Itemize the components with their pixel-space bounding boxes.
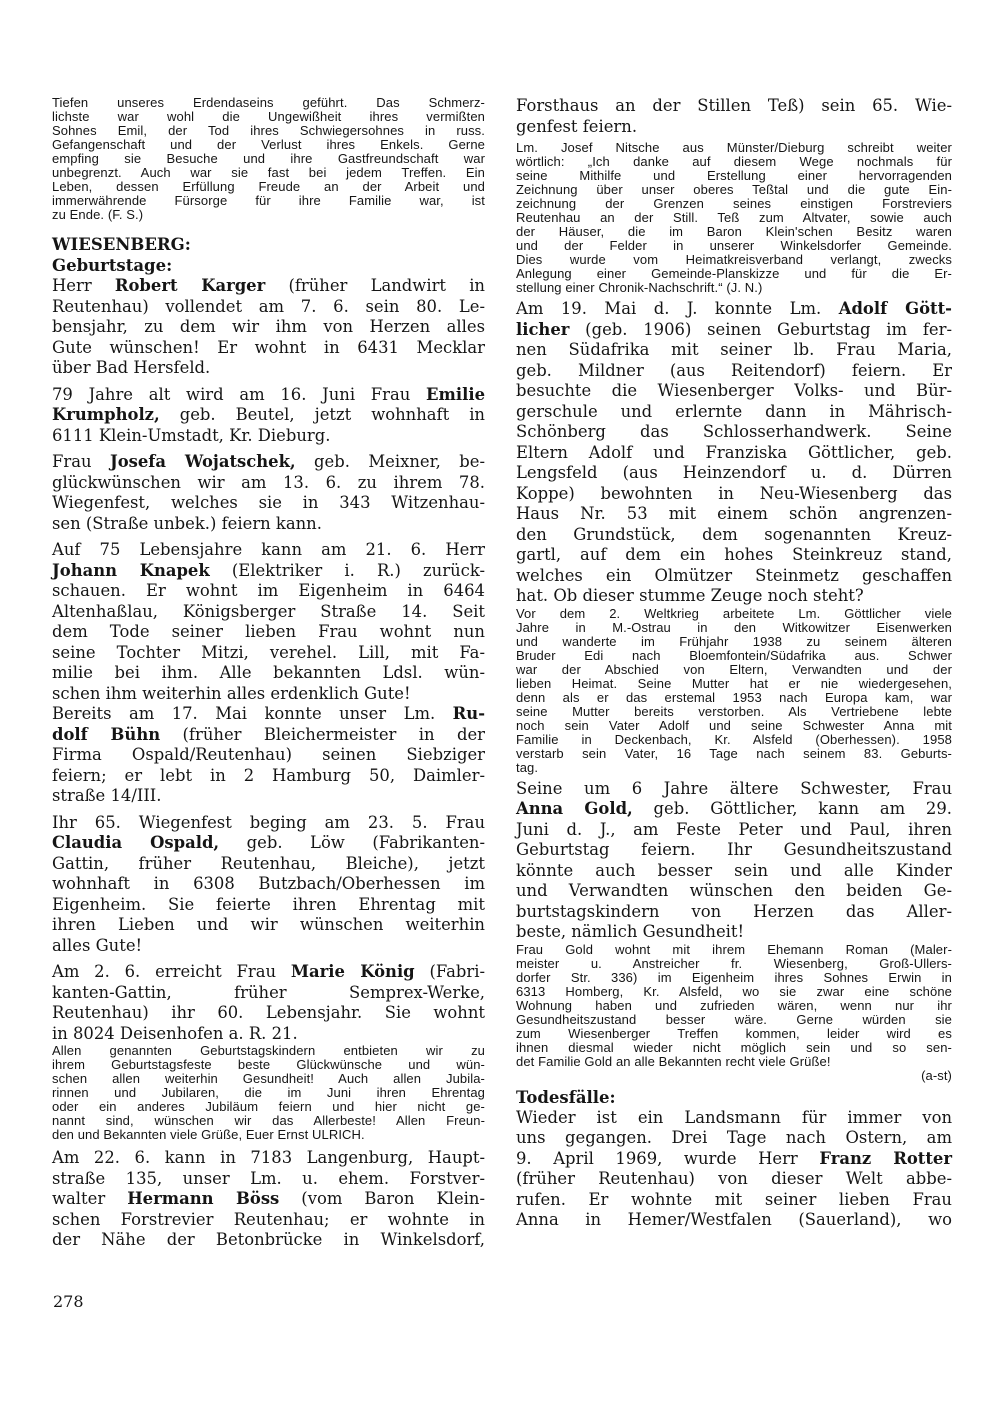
- text-line: [52, 1114, 485, 1128]
- article-paragraph: [52, 1148, 485, 1251]
- article-paragraph: [52, 452, 485, 534]
- text-line: [52, 833, 485, 854]
- text-run: besuchte die Wiesenberger Volks- und Bür-: [516, 381, 952, 400]
- text-run: Frau Gold wohnt mit ihrem Ehemann Roman (Maler-: [516, 941, 952, 957]
- text-line: [52, 405, 485, 426]
- text-line: [52, 786, 485, 807]
- text-run: empfing sie Besuche und ihre Gastfreundschaft war: [52, 151, 485, 166]
- text-run: Allen genannten Geburtstagskindern entbieten wir zu: [52, 1043, 485, 1058]
- text-line: [516, 211, 952, 225]
- text-line: [52, 561, 485, 582]
- text-run: bensjahr, zu dem wir ihm von Herzen alles: [52, 317, 485, 336]
- text-run: dorfer Str. 336) im Eigenheim ihres Sohnes Erwin in: [516, 969, 952, 985]
- person-name: Franz Rotter: [819, 1148, 952, 1168]
- text-line: [516, 239, 952, 253]
- text-run: Anlegung einer Gemeinde-Planskizze und für die Er-: [516, 266, 952, 281]
- text-line: [52, 152, 485, 166]
- text-line: [516, 253, 952, 267]
- text-run: lichste war wohl die Ungewißheit ihres vermißten: [52, 109, 485, 124]
- text-line: [52, 110, 485, 124]
- section-heading: [52, 255, 485, 276]
- text-run: den und Bekannten viele Grüße, Euer Ernst ULRICH.: [52, 1127, 365, 1142]
- article-paragraph: [52, 962, 485, 1044]
- text-run: Tiefen unseres Erdendaseins geführt. Das Schmerz-: [52, 95, 485, 110]
- text-run: tag.: [516, 759, 539, 775]
- text-run: wohnhaft in 6308 Butzbach/Oberhessen im: [52, 874, 485, 893]
- article-paragraph: [516, 96, 952, 137]
- text-line: [52, 1058, 485, 1072]
- note-paragraph: [52, 96, 485, 222]
- text-run: Am 2. 6. erreicht Frau: [52, 962, 291, 981]
- text-run: geb. Göttlicher, kann am 29.: [632, 799, 952, 818]
- text-line: [52, 514, 485, 535]
- text-run: Haus Nr. 53 mit einem schön angrenzen-: [516, 504, 952, 523]
- text-line: [516, 504, 952, 525]
- text-run: und wanderte im Frühjahr 1938 zu seinem älteren: [516, 633, 952, 649]
- text-run: schen allen weiterhin Gesundheit! Auch allen Jubila-: [52, 1071, 485, 1086]
- article-paragraph: [52, 385, 485, 447]
- text-run: den Grundstück, dem sogenannten Kreuz-: [516, 524, 952, 544]
- text-run: ihrem Geburtstagsfeste beste Glückwünsche und wün-: [52, 1057, 485, 1072]
- person-name: licher: [516, 319, 570, 339]
- text-line: [52, 602, 485, 623]
- text-line: [52, 1148, 485, 1169]
- text-run: und der Felder in unserer Winkelsdorfer Gemeinde.: [516, 238, 952, 253]
- text-run: Geburtstage:: [52, 256, 173, 275]
- text-line: [52, 255, 485, 276]
- right-column: [516, 96, 952, 1231]
- text-run: nannt sind, wünschen wir das Allerbeste! Allen Freun-: [52, 1113, 485, 1128]
- text-line: [52, 915, 485, 936]
- section-heading: [52, 234, 485, 255]
- text-line: [516, 443, 952, 464]
- text-run: nen Südafrika mit seiner lb. Frau Maria,: [516, 340, 952, 359]
- text-run: straße 135, unser Lm. u. ehem. Forstver-: [52, 1168, 485, 1188]
- text-run: Auf 75 Lebensjahre kann am 21. 6. Herr: [52, 540, 485, 559]
- person-name: Josefa Wojatschek,: [109, 452, 296, 471]
- text-line: [516, 922, 952, 943]
- text-line: [52, 1169, 485, 1190]
- text-line: [516, 155, 952, 169]
- text-run: ihnen diesmal wieder nicht möglich sein und so sen-: [516, 1039, 952, 1055]
- note-paragraph: [516, 607, 952, 775]
- text-run: Schönberg das Schlosserhandwerk. Seine: [516, 422, 952, 441]
- page-number: 278: [53, 1292, 84, 1311]
- text-run: oder ein anderes Jubiläum feiern und hier nicht ge-: [52, 1099, 485, 1114]
- text-line: [516, 820, 952, 841]
- text-run: walter: [52, 1189, 128, 1208]
- text-line: [52, 166, 485, 180]
- text-line: [516, 799, 952, 820]
- text-run: denn als er das erstemal 1953 nach Europa kam, war: [516, 689, 952, 705]
- text-run: Zeichnung über unser oberes Teßtal und die gute Ein-: [516, 182, 952, 197]
- text-line: [52, 1003, 485, 1024]
- text-line: [516, 96, 952, 117]
- text-run: genfest feiern.: [516, 116, 638, 136]
- text-run: in 8024 Deisenhofen a. R. 21.: [52, 1023, 298, 1043]
- text-line: [516, 422, 952, 443]
- text-line: [516, 484, 952, 505]
- text-run: noch sein Vater Adolf und seine Schwester Anna mit: [516, 717, 952, 733]
- text-line: [516, 705, 952, 719]
- text-line: [52, 1128, 485, 1142]
- text-line: [516, 663, 952, 677]
- text-run: Reutenhau an der Still. Teß zum Altvater, sowie auch: [516, 210, 952, 225]
- text-line: [516, 902, 952, 923]
- text-run: Am 19. Mai d. J. konnte Lm.: [516, 299, 839, 318]
- text-line: [516, 299, 952, 320]
- text-run: Reutenhau) ihr 60. Lebensjahr. Sie wohnt: [52, 1003, 485, 1022]
- text-run: der Häuser, die im Baron Klein'schen Besitz waren: [516, 224, 952, 239]
- text-run: (früher Landwirt in: [265, 276, 485, 295]
- article-paragraph: [516, 1108, 952, 1231]
- person-name: Emilie: [426, 384, 485, 404]
- author-signature: (a-st): [921, 1067, 952, 1083]
- text-run: dem Tode seiner lieben Frau wohnt nun: [52, 622, 485, 641]
- text-run: (früher Reutenhau) von dieser Welt abbe-: [516, 1169, 952, 1188]
- text-run: seine Tochter Mitzi, verehel. Lill, mit Fa-: [52, 642, 485, 662]
- text-run: straße 14/III.: [52, 786, 162, 805]
- text-run: 6313 Homberg, Kr. Alsfeld, wo sie zwar eine schöne: [516, 983, 952, 999]
- text-run: (früher Bleichermeister in der: [160, 724, 485, 744]
- text-line: [516, 761, 952, 775]
- text-line: [52, 1072, 485, 1086]
- text-run: zum Wiesenberger Treffen kommen, leider wird es: [516, 1025, 952, 1041]
- text-line: [52, 581, 485, 602]
- text-run: gerschule und erlernte dann in Mährisch-: [516, 401, 952, 421]
- person-name: Johann Knapek: [52, 560, 210, 580]
- text-line: [52, 317, 485, 338]
- text-run: (Elektriker i. R.) zurück-: [209, 560, 485, 580]
- text-line: [52, 452, 485, 473]
- text-run: Lengsfeld (aus Heinzendorf u. d. Dürren: [516, 463, 952, 482]
- person-name: dolf Bühn: [52, 724, 161, 744]
- text-run: burtstagskindern von Herzen das Aller-: [516, 901, 952, 921]
- person-name: Claudia Ospald,: [52, 833, 220, 852]
- text-line: [516, 117, 952, 138]
- text-line: [516, 566, 952, 587]
- text-run: Bruder Edi nach Bloemfontein/Südafrika aus. Schwer: [516, 647, 952, 663]
- text-line: [52, 1100, 485, 1114]
- text-line: [516, 1210, 952, 1231]
- text-run: über Bad Hersfeld.: [52, 358, 211, 377]
- text-line: [516, 197, 952, 211]
- text-run: (geb. 1906) seinen Geburtstag im fer-: [569, 319, 952, 339]
- text-line: [516, 747, 952, 761]
- text-run: immerwährende Fürsorge für ihre Familie war, ist: [52, 193, 485, 208]
- text-run: zu Ende. (F. S.): [52, 207, 144, 222]
- text-line: [516, 1108, 952, 1129]
- text-line: [516, 141, 952, 155]
- text-run: schen Forstrevier Reutenhau; er wohnte in: [52, 1209, 485, 1229]
- text-run: Todesfälle:: [516, 1087, 616, 1107]
- note-paragraph: [516, 943, 952, 1083]
- text-line: [516, 1149, 952, 1170]
- article-paragraph: [52, 276, 485, 379]
- person-name: Robert Karger: [114, 276, 266, 295]
- text-line: [52, 1210, 485, 1231]
- text-line: [516, 985, 952, 999]
- text-line: [516, 463, 952, 484]
- text-run: alles Gute!: [52, 935, 143, 955]
- text-run: kanten-Gattin, früher Semprex-Werke,: [52, 982, 485, 1002]
- text-run: Firma Ospald/Reutenhau) seinen Siebziger: [52, 745, 485, 764]
- text-line: [516, 840, 952, 861]
- text-run: welches ein Olmützer Steinmetz geschaffen: [516, 565, 952, 585]
- text-run: Eigenheim. Sie feierte ihren Ehrentag mit: [52, 894, 485, 914]
- text-line: [516, 225, 952, 239]
- text-run: 6111 Klein-Umstadt, Kr. Dieburg.: [52, 425, 331, 445]
- text-line: [52, 208, 485, 222]
- text-line: [52, 766, 485, 787]
- text-line: [516, 586, 952, 607]
- text-run: Juni d. J., am Feste Peter und Paul, ihren: [516, 819, 952, 839]
- text-run: Koppe) bewohnten in Neu-Wiesenberg das: [516, 483, 952, 503]
- text-run: Gesundheitszustand besser wäre. Gerne würden sie: [516, 1011, 952, 1027]
- text-run: schen ihm weiterhin alles erdenklich Gute!: [52, 683, 411, 703]
- article-paragraph: [52, 540, 485, 704]
- text-line: [516, 1027, 952, 1041]
- text-line: [52, 745, 485, 766]
- text-line: [52, 1044, 485, 1058]
- text-line: [52, 813, 485, 834]
- left-column: [52, 96, 485, 1251]
- text-run: Familie in Deckenbach, Kr. Alsfeld (Oberhessen). 1958: [516, 731, 952, 747]
- note-paragraph: [516, 141, 952, 295]
- text-line: [52, 473, 485, 494]
- text-line: [516, 635, 952, 649]
- text-run: Gattin, früher Reutenhau, Bleiche), jetzt: [52, 853, 485, 873]
- text-line: [516, 861, 952, 882]
- text-line: [52, 124, 485, 138]
- text-run: geb. Mildner (aus Reitendorf) feiern. Er: [516, 360, 952, 380]
- text-line: [52, 704, 485, 725]
- text-run: Wohnung haben und zufrieden wären, wenn nur ihr: [516, 997, 952, 1013]
- text-run: und Verwandten wünschen den beiden Ge-: [516, 881, 952, 900]
- text-line: [52, 297, 485, 318]
- text-run: rinnen und Jubilaren, die im Juni ihren Ehrentag: [52, 1085, 485, 1100]
- text-line: [516, 621, 952, 635]
- text-run: seine Mutter bereits verstorben. Als Vertriebene lebte: [516, 703, 952, 719]
- text-line: [52, 1024, 485, 1045]
- text-line: [52, 643, 485, 664]
- text-run: beste, nämlich Gesundheit!: [516, 922, 745, 941]
- text-run: 79 Jahre alt wird am 16. Juni Frau: [52, 384, 427, 404]
- text-line: [516, 691, 952, 705]
- text-line: [52, 854, 485, 875]
- text-run: Reutenhau) vollendet am 7. 6. sein 80. Le-: [52, 296, 485, 316]
- person-name: Krumpholz,: [52, 405, 160, 424]
- note-paragraph: [52, 1044, 485, 1142]
- text-line: [52, 338, 485, 359]
- article-paragraph: [52, 813, 485, 957]
- article-paragraph: [516, 299, 952, 607]
- text-line: [52, 622, 485, 643]
- text-line: [516, 402, 952, 423]
- text-run: geb. Beutel, jetzt wohnhaft in: [159, 405, 485, 424]
- text-line: [516, 1041, 952, 1055]
- text-line: [516, 971, 952, 985]
- text-line: [52, 194, 485, 208]
- person-name: Hermann Böss: [127, 1189, 280, 1208]
- text-line: [52, 962, 485, 983]
- text-run: sen (Straße unbek.) feiern kann.: [52, 513, 322, 533]
- text-run: Altenhaßlau, Königsberger Straße 14. Seit: [52, 601, 485, 621]
- text-run: Seine um 6 Jahre ältere Schwester, Frau: [516, 778, 952, 798]
- text-run: WIESENBERG:: [52, 235, 191, 254]
- text-run: Frau: [52, 452, 110, 471]
- text-line: [52, 663, 485, 684]
- text-line: [52, 426, 485, 447]
- text-run: (Fabri-: [414, 962, 485, 981]
- text-line: [52, 540, 485, 561]
- text-run: der Nähe der Betonbrücke in Winkelsdorf,: [52, 1230, 485, 1249]
- text-line: [516, 1013, 952, 1027]
- text-line: [516, 1087, 952, 1108]
- text-line: [52, 96, 485, 110]
- text-line: [516, 183, 952, 197]
- text-line: [516, 1190, 952, 1211]
- text-run: geb. Löw (Fabrikanten-: [219, 833, 485, 852]
- text-run: det Familie Gold an alle Bekannten recht viele Grüße!: [516, 1053, 831, 1069]
- text-line: [516, 169, 952, 183]
- text-line: [52, 234, 485, 255]
- text-run: Bereits am 17. Mai konnte unser Lm.: [52, 704, 453, 723]
- text-run: Gefangenschaft und der Verlust ihres Enkels. Gerne: [52, 137, 485, 152]
- text-line: [52, 874, 485, 895]
- text-run: 9. April 1969, wurde Herr: [516, 1148, 820, 1168]
- text-run: schauen. Er wohnt im Eigenheim in 6464: [52, 581, 485, 600]
- text-line: [516, 340, 952, 361]
- text-run: uns gegangen. Drei Tage nach Ostern, am: [516, 1128, 952, 1147]
- text-run: war der Abschied von Eltern, Verwandten und der: [516, 661, 952, 677]
- text-line: [52, 276, 485, 297]
- text-run: stellung einer Chronik-Nachschrift.“ (J. N.): [516, 280, 763, 295]
- text-line: [52, 983, 485, 1004]
- text-line: [516, 607, 952, 621]
- text-line: [516, 267, 952, 281]
- text-run: Dies wurde vom Heimatkreisverband verlangt, zwecks: [516, 252, 952, 267]
- text-run: gartl, auf dem ein hohes Steinkreuz stand,: [516, 545, 952, 564]
- text-run: Herr: [52, 276, 115, 295]
- text-run: Lm. Josef Nitsche aus Münster/Dieburg schreibt weiter: [516, 140, 952, 155]
- text-line: [52, 385, 485, 406]
- text-run: (vom Baron Klein-: [279, 1189, 486, 1208]
- text-line: [52, 138, 485, 152]
- text-line: [516, 719, 952, 733]
- text-run: Geburtstag feiern. Ihr Gesundheitszustand: [516, 840, 952, 859]
- person-name: Ru-: [452, 704, 485, 723]
- text-run: Anna in Hemer/Westfalen (Sauerland), wo: [516, 1210, 952, 1229]
- article-paragraph: [516, 779, 952, 943]
- text-run: Am 22. 6. kann in 7183 Langenburg, Haupt-: [52, 1148, 485, 1167]
- text-run: verstarb sein Vater, 16 Tage nach seinem 83. Geburts-: [516, 745, 952, 761]
- text-run: hat. Ob dieser stumme Zeuge noch steht?: [516, 586, 864, 605]
- person-name: Marie König: [290, 962, 415, 981]
- section-heading: [516, 1087, 952, 1108]
- text-run: könnte auch besser sein und alle Kinder: [516, 860, 952, 880]
- text-line: [52, 1086, 485, 1100]
- text-run: Wiegenfest, welches sie in 343 Witzenhau-: [52, 493, 485, 512]
- text-run: meister u. Anstreicher fr. Wiesenberg, Groß-Ullers-: [516, 955, 952, 971]
- text-line: [516, 320, 952, 341]
- text-line: [516, 779, 952, 800]
- text-run: Sohnes Emil, der Tod ihres Schwiegersohnes in russ.: [52, 123, 485, 138]
- text-line: [516, 545, 952, 566]
- text-line: [516, 1055, 952, 1069]
- text-line: [516, 999, 952, 1013]
- text-run: Vor dem 2. Weltkrieg arbeitete Lm. Göttlicher viele: [516, 605, 952, 621]
- text-line: [52, 936, 485, 957]
- text-line: [516, 943, 952, 957]
- text-line: [52, 358, 485, 379]
- text-line: [516, 525, 952, 546]
- text-line: [516, 957, 952, 971]
- text-run: lieben Heimat. Seine Mutter hat er nie wiedergesehen,: [516, 675, 952, 691]
- text-run: milie bei ihm. Alle bekannten Ldsl. wün-: [52, 663, 485, 682]
- text-run: Eltern Adolf und Franziska Göttlicher, geb.: [516, 442, 952, 462]
- text-line: [516, 677, 952, 691]
- text-run: wörtlich: „Ich danke auf diesem Wege nochmals für: [516, 154, 952, 169]
- text-line: [516, 733, 952, 747]
- text-line: [52, 725, 485, 746]
- text-line: [516, 361, 952, 382]
- person-name: Anna Gold,: [516, 799, 633, 818]
- text-line: [516, 881, 952, 902]
- text-run: glückwünschen wir am 13. 6. zu ihrem 78.: [52, 472, 485, 492]
- text-run: rufen. Er wohnte mit seiner lieben Frau: [516, 1189, 952, 1209]
- text-run: Forsthaus an der Stillen Teß) sein 65. Wie-: [516, 96, 952, 115]
- text-run: geb. Meixner, be-: [295, 452, 485, 471]
- text-run: feiern; er lebt in 2 Hamburg 50, Daimler-: [52, 765, 485, 785]
- text-line: [516, 1169, 952, 1190]
- text-run: Gute wünschen! Er wohnt in 6431 Mecklar: [52, 337, 485, 357]
- text-line: [516, 649, 952, 663]
- text-line: [516, 281, 952, 295]
- text-line: [52, 684, 485, 705]
- text-line: [52, 1230, 485, 1251]
- text-run: Jahre in M.-Ostrau in den Witkowitzer Eisenwerken: [516, 619, 952, 635]
- text-run: unbegrenzt. Auch war sie fast bei jedem Treffen. Ein: [52, 165, 485, 180]
- text-line: [516, 381, 952, 402]
- text-line: [52, 895, 485, 916]
- text-run: Leben, dessen Erfüllung Freude an der Arbeit und: [52, 179, 485, 194]
- text-run: zeichnung der Grenzen seines einstigen Forstreviers: [516, 196, 952, 211]
- text-line: [52, 180, 485, 194]
- text-line: [516, 1128, 952, 1149]
- text-line: [52, 1189, 485, 1210]
- text-run: Ihr 65. Wiegenfest beging am 23. 5. Frau: [52, 812, 485, 832]
- text-run: ihren Lieben und wir wünschen weiterhin: [52, 915, 485, 934]
- text-run: seine Mithilfe und Erstellung einer hervorragenden: [516, 168, 952, 183]
- text-run: Wieder ist ein Landsmann für immer von: [516, 1107, 952, 1127]
- article-paragraph: [52, 704, 485, 807]
- text-line: [52, 493, 485, 514]
- person-name: Adolf Gött-: [838, 299, 952, 318]
